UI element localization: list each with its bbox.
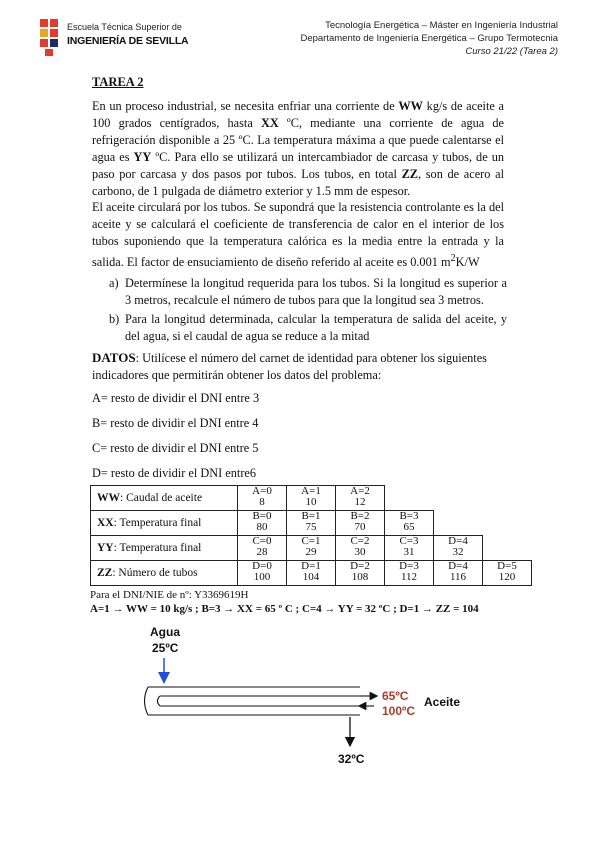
questions-list: [92, 275, 507, 347]
problem-paragraph: En un proceso industrial, se necesita enfriar una corriente de WW kg/s de aceite a 100 grados centígrados, hasta XX ºC, mediante una corriente de agua de refrigeración disponible a 25 ºC. La temperatura máxima a que puede calentarse el agua es YY ºC. Para ello se utilizará un intercambiador de carcasa y tubos, de un paso por carcasa y dos pasos por tubos. Los tubos, en total ZZ, son de acero al carbono, de 1 pulgada de diámetro exterior y 1.5 mm de espesor.: [92, 99, 504, 198]
indicator-a: A= resto de dividir el DNI entre 3: [92, 391, 260, 405]
water-label: Agua: [150, 625, 180, 639]
header-line-3: Curso 21/22 (Tarea 2): [465, 46, 558, 57]
school-name-line1: Escuela Técnica Superior de: [67, 22, 182, 32]
indicator-d: D= resto de dividir el DNI entre6: [92, 466, 257, 480]
dni-line: Para el DNI/NIE de nº: Y3369619H: [90, 589, 249, 601]
tube-bundle-icon: [145, 687, 361, 715]
oil-label: Aceite: [424, 695, 461, 709]
datos-paragraph: DATOS: Utilícese el número del carnet de identidad para obtener los siguientes indicadores que permitirán obtener los datos del problema:: [92, 350, 487, 382]
result-line: A=1 → WW = 10 kg/s ; B=3 → XX = 65 º C ; C=4 → YY = 32 ºC ; D=1 → ZZ = 104: [90, 603, 479, 615]
water-outlet-temp: 32ºC: [338, 752, 365, 766]
list-item: b) Para la longitud determinada, calcular la temperatura de salida del aceite, y del agua, si el caudal de agua se reduce a la mitad: [109, 312, 507, 343]
indicator-c: C= resto de dividir el DNI entre 5: [92, 441, 259, 455]
header-line-1: Tecnología Energética – Máster en Ingeniería Industrial: [325, 20, 558, 31]
oil-inlet-temp: 100ºC: [382, 704, 416, 718]
header-line-2: Departamento de Ingeniería Energética – Grupo Termotecnia: [300, 33, 558, 44]
list-item: a) Determínese la longitud requerida para los tubos. Si la longitud es superior a 3 metros, recalcule el número de tubos para que la longitud sea 3 metros.: [109, 276, 507, 307]
school-name-line2: INGENIERÍA DE SEVILLA: [67, 35, 189, 47]
oil-outlet-temp: 65ºC: [382, 689, 409, 703]
table-row: YY: Temperatura final C=0 28 C=1 29 C=2 30 C=3 31 D=4 32: [91, 536, 532, 561]
indicator-b: B= resto de dividir el DNI entre 4: [92, 416, 259, 430]
water-inlet-temp: 25ºC: [152, 641, 179, 655]
data-table: [90, 485, 532, 586]
table-row: XX: Temperatura final B=0 80 B=1 75 B=2 70 B=3 65: [91, 511, 532, 536]
task-title: TAREA 2: [92, 75, 144, 89]
table-row: WW: Caudal de aceite A=0 8 A=1 10 A=2 12: [91, 486, 532, 511]
table-row: ZZ: Número de tubos D=0 100 D=1 104 D=2 108 D=3 112 D=4 116 D=5 120: [91, 561, 532, 586]
assumptions-paragraph: El aceite circulará por los tubos. Se supondrá que la resistencia controlante es la del aceite y se calculará el coeficiente de transferencia de calor en el interior de los tubos suponiendo que la temperatura calórica es la media entre la entrada y la salida. El factor de ensuciamiento de diseño referido al aceite es 0.001 $m^2K/W$: [92, 200, 504, 270]
heat-exchanger-diagram: [140, 620, 480, 770]
